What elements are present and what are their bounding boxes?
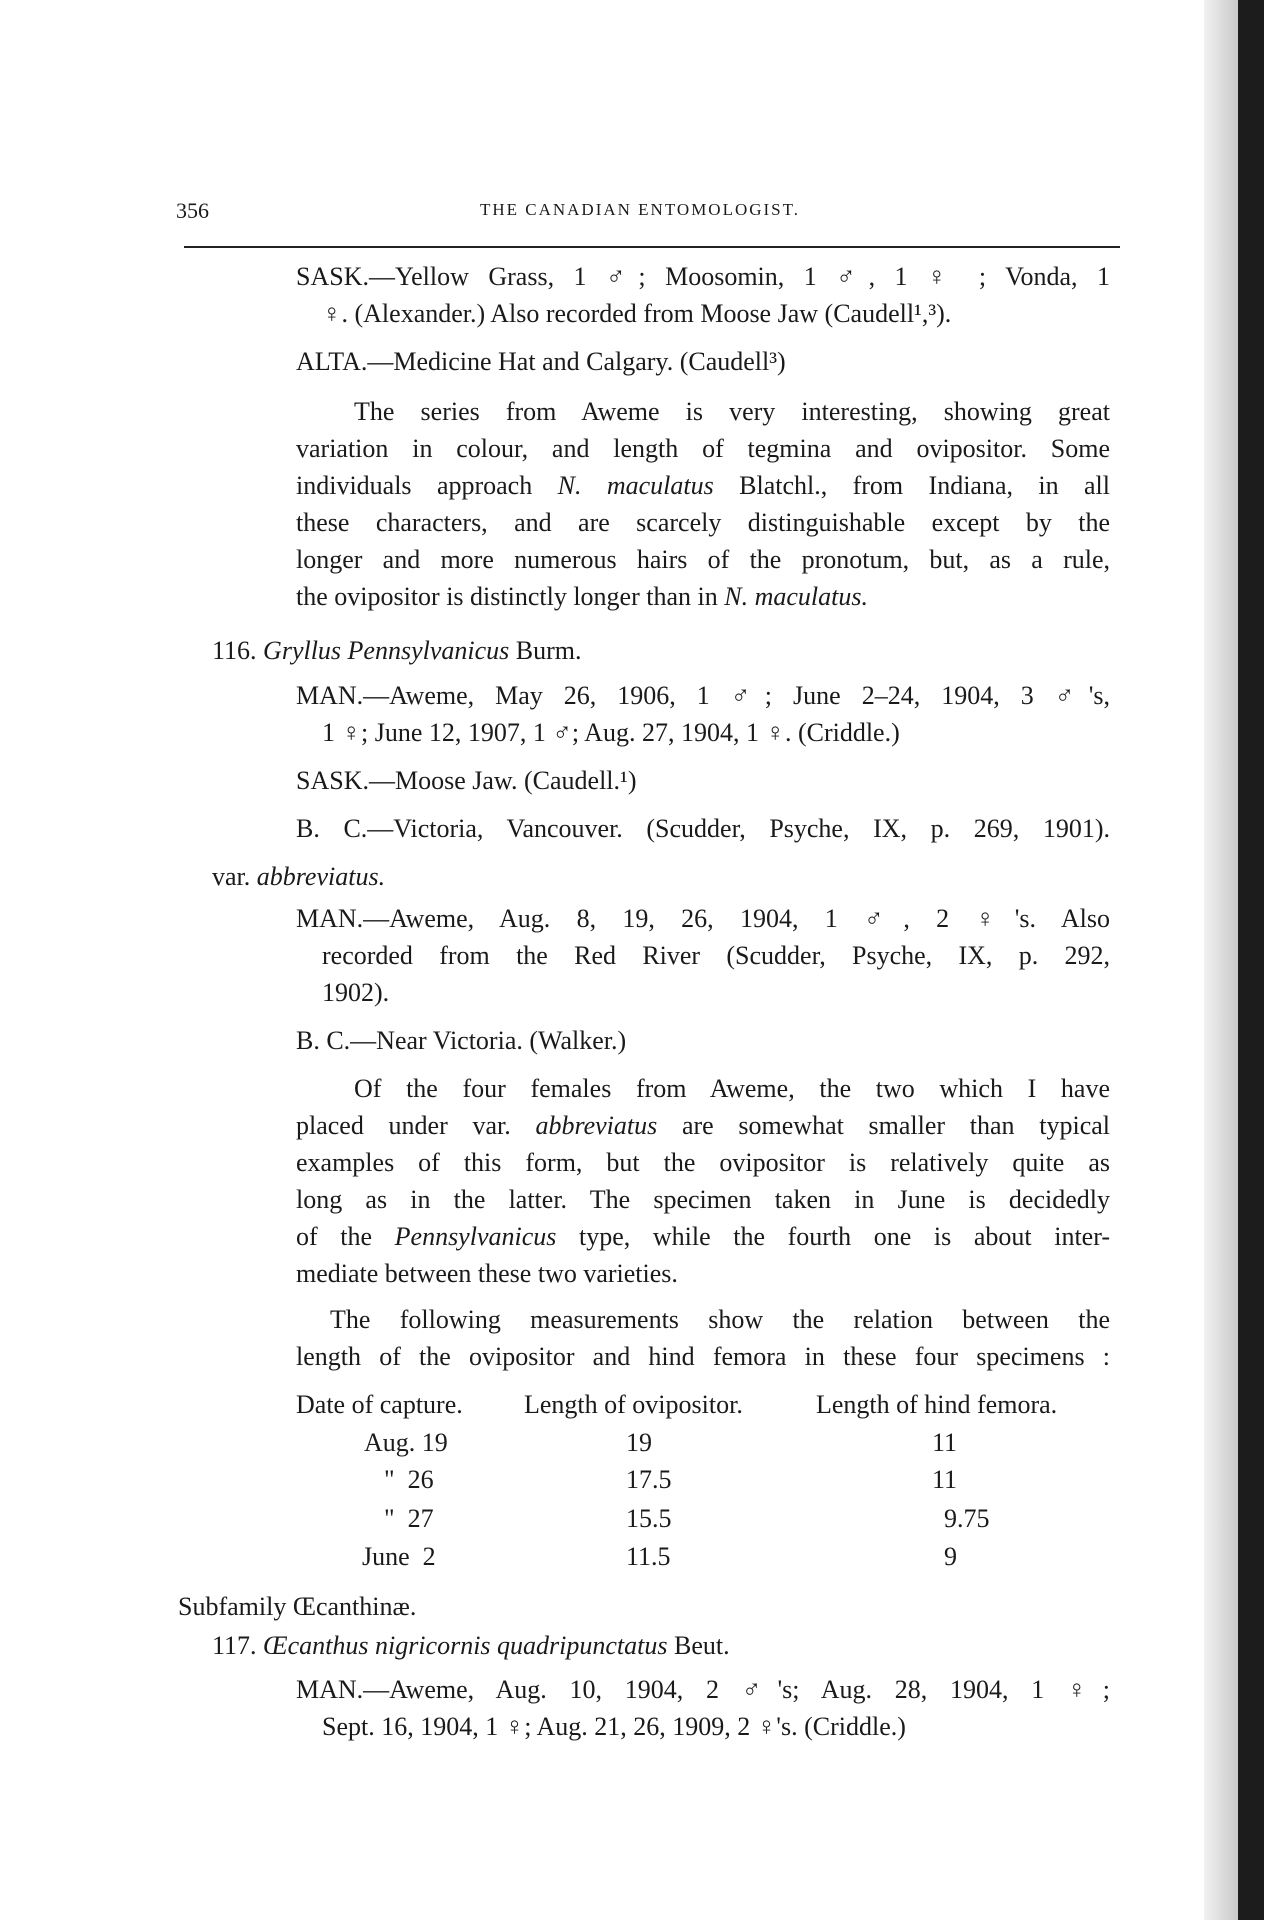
paragraph-line: The series from Aweme is very interesting, showing great	[354, 397, 1110, 426]
variety-heading: var. abbreviatus.	[212, 862, 386, 891]
scan-border	[1238, 0, 1264, 1920]
table-cell: 9.75	[944, 1504, 990, 1533]
column-header: Date of capture.	[296, 1390, 463, 1419]
species-heading-117: 117. Œcanthus nigricornis quadripunctatus Beut.	[212, 1631, 730, 1660]
record-line: 1902).	[322, 978, 390, 1007]
table-cell: 11	[932, 1428, 958, 1457]
paragraph-line: the ovipositor is distinctly longer than in N. maculatus.	[296, 582, 868, 611]
paragraph-line: examples of this form, but the ovipositor is relatively quite as	[296, 1148, 1110, 1177]
table-cell: 11.5	[626, 1542, 671, 1571]
header-rule	[184, 246, 1120, 248]
column-header: Length of ovipositor.	[524, 1390, 743, 1419]
table-cell: " 26	[384, 1465, 434, 1494]
record-line: ♀. (Alexander.) Also recorded from Moose Jaw (Caudell¹,³).	[322, 299, 952, 328]
table-cell: 15.5	[626, 1504, 672, 1533]
paragraph-line: placed under var. abbreviatus are somewhat smaller than typical	[296, 1111, 1110, 1140]
table-cell: 17.5	[626, 1465, 672, 1494]
page-number: 356	[176, 198, 209, 223]
journal-title: THE CANADIAN ENTOMOLOGIST.	[479, 200, 801, 219]
paragraph-line: longer and more numerous hairs of the pronotum, but, as a rule,	[296, 545, 1110, 574]
paragraph-line: of the Pennsylvanicus type, while the fourth one is about inter-	[296, 1222, 1110, 1251]
table-cell: 11	[932, 1465, 958, 1494]
record-line: SASK.—Yellow Grass, 1 ♂; Moosomin, 1 ♂, 1 ♀ ; Vonda, 1	[296, 262, 1110, 291]
record-line: Sept. 16, 1904, 1 ♀; Aug. 21, 26, 1909, 2 ♀'s. (Criddle.)	[322, 1712, 906, 1741]
paragraph-line: these characters, and are scarcely distinguishable except by the	[296, 508, 1110, 537]
record-line: MAN.—Aweme, May 26, 1906, 1 ♂; June 2–24, 1904, 3 ♂'s,	[296, 681, 1110, 710]
table-cell: " 27	[384, 1504, 434, 1533]
record-line: B. C.—Near Victoria. (Walker.)	[296, 1026, 627, 1055]
paragraph-line: The following measurements show the relation between the	[330, 1305, 1110, 1334]
record-line: ALTA.—Medicine Hat and Calgary. (Caudell³)	[296, 347, 786, 376]
paragraph-line: Of the four females from Aweme, the two which I have	[354, 1074, 1110, 1103]
table-cell: June 2	[362, 1542, 436, 1571]
page-edge-shadow	[1204, 0, 1238, 1920]
paragraph-line: long as in the latter. The specimen taken in June is decidedly	[296, 1185, 1110, 1214]
record-line: MAN.—Aweme, Aug. 10, 1904, 2 ♂'s; Aug. 28, 1904, 1 ♀;	[296, 1675, 1110, 1704]
record-line: MAN.—Aweme, Aug. 8, 19, 26, 1904, 1 ♂, 2 ♀'s. Also	[296, 904, 1110, 933]
paragraph-line: mediate between these two varieties.	[296, 1259, 678, 1288]
table-cell: 19	[626, 1428, 652, 1457]
record-line: 1 ♀; June 12, 1907, 1 ♂; Aug. 27, 1904, 1 ♀. (Criddle.)	[322, 718, 900, 747]
paragraph-line: individuals approach N. maculatus Blatchl., from Indiana, in all	[296, 471, 1110, 500]
subfamily-heading: Subfamily Œcanthinæ.	[178, 1592, 417, 1621]
record-line: recorded from the Red River (Scudder, Psyche, IX, p. 292,	[322, 941, 1110, 970]
paragraph-line: variation in colour, and length of tegmina and ovipositor. Some	[296, 434, 1110, 463]
table-cell: Aug. 19	[364, 1428, 448, 1457]
species-heading-116: 116. Gryllus Pennsylvanicus Burm.	[212, 636, 582, 665]
record-line: SASK.—Moose Jaw. (Caudell.¹)	[296, 766, 637, 795]
running-head	[0, 198, 1264, 228]
column-header: Length of hind femora.	[816, 1390, 1058, 1419]
table-cell: 9	[944, 1542, 957, 1571]
record-line: B. C.—Victoria, Vancouver. (Scudder, Psyche, IX, p. 269, 1901).	[296, 814, 1110, 843]
paragraph-line: length of the ovipositor and hind femora in these four specimens :	[296, 1342, 1110, 1371]
